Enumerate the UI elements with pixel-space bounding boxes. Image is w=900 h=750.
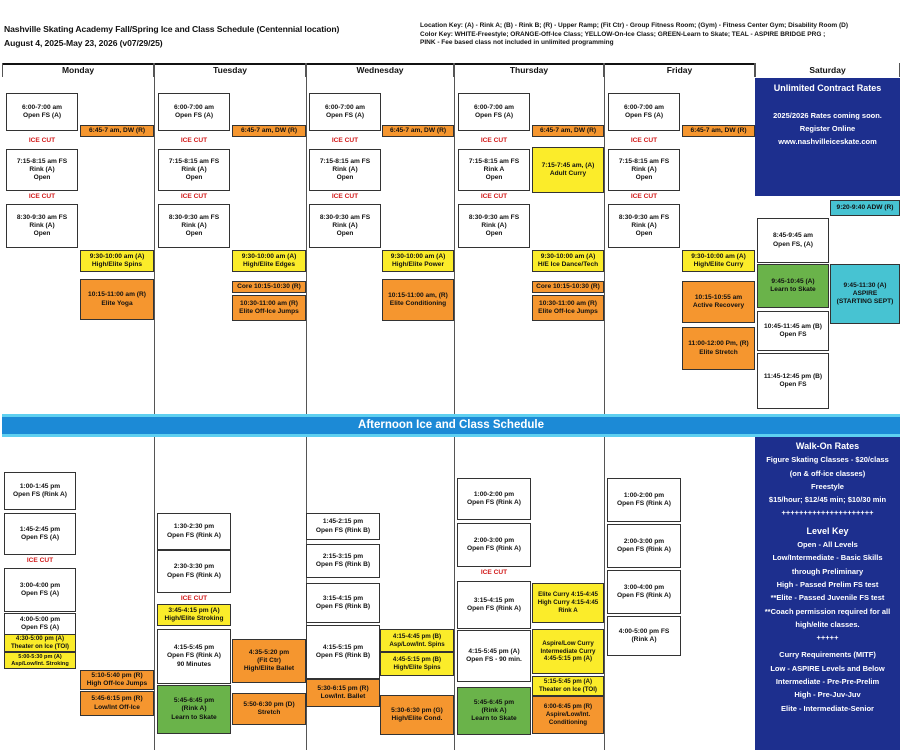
dance-warmup-class-line: 6:45-7 am, DW (R) <box>539 126 597 134</box>
off-ice-class-line: 10:15-11:00 am (R) <box>88 291 146 299</box>
open-fs-session-line: Open FS (Rink A) <box>617 500 671 507</box>
open-fs-session-line: Open FS (Rink A) <box>467 605 521 612</box>
learn-to-skate-class <box>457 687 531 735</box>
off-ice-class-line: 6:00-6:45 pm (R) <box>543 703 593 711</box>
on-ice-class <box>532 147 604 193</box>
open-fs-session <box>306 513 380 540</box>
off-ice-class-line: 5:30-6:30 pm (G) <box>391 706 443 714</box>
open-fs-session <box>757 218 829 263</box>
on-ice-class <box>4 634 76 652</box>
off-ice-class-line: Elite Conditioning <box>389 300 447 307</box>
open-fs-session-line: Rink (A) <box>631 165 657 173</box>
learn-to-skate-class-line: 9:45-10:45 (A) <box>771 277 815 285</box>
open-fs-session <box>6 204 78 248</box>
open-fs-session-line: 2:30-3:30 pm <box>173 563 215 571</box>
open-fs-session <box>608 149 680 191</box>
off-ice-class-line: Elite Stretch <box>699 348 738 356</box>
open-fs-session-line: 6:00-7:00 am <box>474 103 514 111</box>
off-ice-class-line: Stretch <box>257 709 281 716</box>
on-ice-class-line: Aspire/Low Curry <box>542 639 594 647</box>
off-ice-class-line: 10:30-11:00 am (R) <box>240 299 298 307</box>
open-fs-session-line: 6:00-7:00 am <box>624 103 664 111</box>
open-fs-session-line: 7:15-8:15 am FS <box>16 157 68 165</box>
on-ice-class-line: 9:30-10:00 am (A) <box>89 252 145 260</box>
open-fs-session-line: 1:00-1:45 pm <box>19 482 61 490</box>
level-line: +++++ <box>816 633 839 643</box>
open-fs-session-line: Rink (A) <box>29 165 55 173</box>
on-ice-class-line: Rink A <box>558 606 578 614</box>
open-fs-session-line: 4:00-5:00 pm FS <box>618 627 670 635</box>
open-fs-session-line: 2:15-3:15 pm <box>322 552 364 560</box>
ice-cut-label: ICE CUT <box>26 557 54 565</box>
day-header-wednesday: Wednesday <box>306 63 454 77</box>
learn-to-skate-class-line: (Rink A) <box>181 705 207 713</box>
afternoon-banner: Afternoon Ice and Class Schedule <box>2 414 900 437</box>
day-header-saturday: Saturday <box>755 63 900 77</box>
ice-cut-label: ICE CUT <box>480 569 508 577</box>
on-ice-class-line: Theater on Ice (TOI) <box>11 643 69 650</box>
ice-cut-label: ICE CUT <box>331 137 359 145</box>
open-fs-session-line: Open <box>185 174 203 182</box>
ice-cut-label: ICE CUT <box>480 137 508 145</box>
on-ice-class-line: Elite Curry 4:15-4:45 <box>538 591 598 599</box>
learn-to-skate-class <box>757 264 829 308</box>
dance-warmup-class-line: 6:45-7 am, DW (R) <box>240 126 298 134</box>
open-fs-session-line: 1:45-2:15 pm <box>322 518 364 526</box>
open-fs-session-line: Open <box>33 174 51 182</box>
ice-cut-label: ICE CUT <box>28 193 56 201</box>
open-fs-session-line: Open FS (Rink A) <box>167 652 221 660</box>
open-fs-session-line: Rink (A) <box>181 221 207 229</box>
open-fs-session-line: Open FS (Rink A) <box>13 491 67 498</box>
open-fs-session-line: 1:00-2:00 pm <box>473 490 515 498</box>
on-ice-class-line: High/Elite Power <box>391 261 445 268</box>
open-fs-session <box>157 629 231 684</box>
open-fs-session-line: Open FS (A) <box>20 534 60 541</box>
open-fs-session <box>457 523 531 567</box>
level-line: **Elite - Passed Juvenile FS test <box>770 593 885 603</box>
open-fs-session-line: 90 Minutes <box>176 660 212 668</box>
open-fs-session <box>457 581 531 629</box>
open-fs-session <box>607 524 681 568</box>
open-fs-session-line: 2:00-3:00 pm <box>473 536 515 544</box>
off-ice-class-line: 4:35-5:20 pm <box>248 648 290 656</box>
on-ice-class <box>4 652 76 669</box>
off-ice-class-line: 5:30-6:15 pm (R) <box>317 684 369 692</box>
learn-to-skate-class-line: Learn to Skate <box>770 286 816 293</box>
open-fs-session <box>757 353 829 409</box>
off-ice-class-line: 9:20-9:40 ADW (R) <box>836 203 894 211</box>
curry-line: Elite - Intermediate-Senior <box>781 703 874 713</box>
open-fs-session <box>158 149 230 191</box>
curry-line: Low - ASPIRE Levels and Below <box>770 663 885 673</box>
open-fs-session-line: 8:30-9:30 am FS <box>16 213 68 221</box>
ice-cut-label: ICE CUT <box>180 137 208 145</box>
ice-cut-label: ICE CUT <box>331 193 359 201</box>
learn-to-skate-class-line: Learn to Skate <box>171 713 217 721</box>
dance-warmup-class-line: 6:45-7 am, DW (R) <box>389 126 447 134</box>
on-ice-class-line: 9:30-10:00 am (A) <box>540 252 596 260</box>
on-ice-class <box>532 629 604 674</box>
open-fs-session-line: (Rink A) <box>631 636 657 643</box>
on-ice-class <box>157 604 231 626</box>
off-ice-class-line: 10:15-11:00 am, (R) <box>388 291 448 299</box>
rates-line: Register Online <box>799 124 856 133</box>
off-ice-class-line: 5:10-5:40 pm (R) <box>91 671 143 679</box>
open-fs-session-line: 8:30-9:30 am FS <box>168 213 220 221</box>
level-line: high/elite classes. <box>795 619 860 629</box>
open-fs-session-line: Open FS (Rink B) <box>315 652 371 659</box>
off-ice-class-line: High/Elite Ballet <box>243 665 295 673</box>
open-fs-session <box>309 93 381 131</box>
open-fs-session-line: Open FS <box>779 381 807 388</box>
open-fs-session-line: Open FS (Rink A) <box>467 545 521 552</box>
ice-cut-label: ICE CUT <box>630 193 658 201</box>
open-fs-session-line: Open FS (A) <box>624 112 664 119</box>
learn-to-skate-class-line: (Rink A) <box>481 706 507 714</box>
open-fs-session-line: Rink (A) <box>29 221 55 229</box>
off-ice-class-line: Low/Int. Ballet <box>320 693 366 700</box>
on-ice-class-line: High/Elite Stroking <box>164 615 224 622</box>
open-fs-session-line: Open FS (Rink B) <box>315 561 371 568</box>
off-ice-class-line: Aspire/Low/Int. <box>545 711 591 719</box>
schedule-title: Nashville Skating Academy Fall/Spring Ice and Class Schedule (Centennial location) August 4, 2025-May 23, 2026 (v07/29/25) <box>4 24 340 48</box>
ice-cut-label: ICE CUT <box>630 137 658 145</box>
off-ice-class-line: Core 10:15-10:30 (R) <box>237 282 301 290</box>
open-fs-session <box>309 204 381 248</box>
unlimited-rates-title: Unlimited Contract Rates <box>773 83 882 93</box>
open-fs-session-line: 6:00-7:00 am <box>174 103 214 111</box>
open-fs-session-line: 8:30-9:30 am FS <box>468 213 520 221</box>
on-ice-class-line: 4:30-5:00 pm (A) <box>15 635 65 643</box>
walk-line: Figure Skating Classes - $20/class <box>766 455 889 465</box>
learn-to-skate-class-line: Learn to Skate <box>471 715 517 723</box>
on-ice-class-line: 7:15-7:45 am, (A) <box>541 161 595 169</box>
off-ice-class-line: High/Elite Cond. <box>391 715 443 722</box>
off-ice-class-line: Elite Off-Ice Jumps <box>538 308 598 315</box>
open-fs-session-line: 1:00-2:00 pm <box>623 491 665 499</box>
open-fs-session <box>306 625 380 679</box>
open-fs-session-line: Open FS, (A) <box>773 240 813 248</box>
on-ice-class-line: H/E Ice Dance/Tech <box>537 261 599 268</box>
off-ice-class-line: Conditioning <box>548 718 588 726</box>
open-fs-session-line: 3:00-4:00 pm <box>19 581 61 589</box>
open-fs-session <box>309 149 381 191</box>
on-ice-class-line: Asp/Low/Int. Spins <box>389 640 445 648</box>
off-ice-class-line: High Off-Ice Jumps <box>86 680 148 687</box>
open-fs-session-line: Open FS (Rink A) <box>617 546 671 553</box>
dance-warmup-class <box>532 125 604 137</box>
open-fs-session-line: Rink (A) <box>481 221 507 229</box>
on-ice-class-line: Adult Curry <box>549 170 587 177</box>
aspire-bridge-program-line: (STARTING SEPT) <box>836 298 894 306</box>
open-fs-session <box>757 311 829 351</box>
open-fs-session-line: 4:15-5:45 pm (A) <box>468 647 520 655</box>
open-fs-session <box>306 583 380 623</box>
rates-line: www.nashvilleiceskate.com <box>778 137 877 146</box>
off-ice-class-line: Active Recovery <box>692 302 745 309</box>
open-fs-session <box>607 616 681 656</box>
open-fs-session <box>607 570 681 614</box>
level-line: through Preliminary <box>791 566 864 576</box>
aspire-bridge-program-line: ASPIRE <box>852 289 878 297</box>
on-ice-class-line: High Curry 4:15-4:45 <box>537 599 599 607</box>
off-ice-class-line: 11:00-12:00 Pm, (R) <box>688 340 749 348</box>
open-fs-session <box>6 93 78 131</box>
open-fs-session-line: Open <box>635 230 653 238</box>
off-ice-class-line: 10:15-10:55 am <box>694 293 743 301</box>
level-line: Open - All Levels <box>797 540 858 550</box>
open-fs-session <box>607 478 681 522</box>
schedule-grid <box>2 63 900 750</box>
open-fs-session-line: 6:00-7:00 am <box>22 103 62 111</box>
open-fs-session <box>4 568 76 612</box>
on-ice-class <box>380 629 454 652</box>
open-fs-session-line: Open FS (A) <box>174 112 214 119</box>
open-fs-session <box>458 149 530 191</box>
open-fs-session-line: Open FS <box>779 331 807 338</box>
open-fs-session-line: Rink (A) <box>332 165 358 173</box>
dance-warmup-class <box>80 125 154 137</box>
open-fs-session-line: Open FS (A) <box>20 624 60 631</box>
off-ice-class <box>232 295 306 321</box>
on-ice-class-line: High/Elite Curry <box>693 261 744 268</box>
off-ice-class-line: Low/Int Off-Ice <box>94 703 140 711</box>
open-fs-session <box>157 513 231 550</box>
off-ice-class-line: Elite Yoga <box>101 299 133 307</box>
on-ice-class <box>532 676 604 696</box>
dance-warmup-class <box>682 125 755 137</box>
open-fs-session <box>4 513 76 555</box>
level-line: High - Passed Prelim FS test <box>776 579 879 589</box>
open-fs-session-line: Open FS (Rink B) <box>315 526 371 534</box>
open-fs-session-line: 10:45-11:45 am (B) <box>764 322 822 330</box>
day-header-thursday: Thursday <box>454 63 604 77</box>
open-fs-session <box>608 204 680 248</box>
on-ice-class <box>532 583 604 623</box>
open-fs-session <box>157 550 231 593</box>
off-ice-class-line: Elite Off-Ice Jumps <box>239 308 299 315</box>
open-fs-session-line: 7:15-8:15 am FS <box>618 157 670 165</box>
on-ice-class-line: 4:45-5:15 pm (A) <box>543 655 593 663</box>
open-fs-session-line: 4:15-5:15 pm <box>322 643 364 651</box>
off-ice-class-line: 10:30-11:00 am (R) <box>539 299 597 307</box>
open-fs-session <box>6 149 78 191</box>
open-fs-session-line: Open FS (Rink A) <box>167 571 221 579</box>
level-key-title: Level Key <box>806 525 849 536</box>
open-fs-session-line: Open FS (A) <box>325 112 365 119</box>
open-fs-session-line: 7:15-8:15 am FS <box>168 157 220 165</box>
curry-line: High - Pre-Juv-Juv <box>794 690 861 700</box>
open-fs-session-line: Open <box>336 174 354 182</box>
off-ice-class <box>380 695 454 735</box>
open-fs-session-line: 3:15-4:15 pm <box>322 594 364 602</box>
day-header-tuesday: Tuesday <box>154 63 306 77</box>
on-ice-class <box>382 250 454 272</box>
open-fs-session-line: Open <box>33 230 51 238</box>
on-ice-class-line: Intermediate Curry <box>540 647 596 655</box>
open-fs-session-line: Open FS (A) <box>22 112 62 119</box>
open-fs-session-line: Open FS - 90 min. <box>466 656 522 663</box>
unlimited-rates-panel <box>755 78 900 196</box>
open-fs-session-line: Open <box>635 174 653 182</box>
off-ice-class <box>306 679 380 707</box>
on-ice-class-line: 9:30-10:00 am (A) <box>241 252 297 260</box>
walk-line: (on & off-ice classes) <box>789 468 866 478</box>
open-fs-session-line: Rink (A) <box>181 165 207 173</box>
off-ice-class <box>80 691 154 716</box>
open-fs-session-line: 7:15-8:15 am FS <box>468 157 520 165</box>
open-fs-session <box>158 93 230 131</box>
walk-on-rates-panel <box>755 437 900 750</box>
dance-warmup-class-line: 6:45-7 am, DW (R) <box>690 126 747 134</box>
level-line: Low/Intermediate - Basic Skills <box>772 553 883 563</box>
learn-to-skate-class-line: 5:45-6:45 pm <box>173 697 215 705</box>
open-fs-session-line: 11:45-12:45 pm (B) <box>763 372 823 380</box>
on-ice-class <box>80 250 154 272</box>
open-fs-session-line: 7:15-8:15 am FS <box>319 157 371 165</box>
open-fs-session <box>458 204 530 248</box>
day-header-monday: Monday <box>2 63 154 77</box>
walk-line: $15/hour; $12/45 min; $10/30 min <box>768 495 887 505</box>
walk-line: Freestyle <box>811 481 844 491</box>
on-ice-class-line: 9:30-10:00 am (A) <box>390 252 446 260</box>
open-fs-session-line: Open <box>185 230 203 238</box>
aspire-bridge-program <box>830 264 900 324</box>
open-fs-session-line: Open <box>336 230 354 238</box>
on-ice-class-line: High/Elite Spins <box>91 261 143 268</box>
open-fs-session-line: 2:00-3:00 pm <box>623 537 665 545</box>
open-fs-session-line: Open FS (Rink A) <box>167 531 221 539</box>
off-ice-class <box>532 295 604 321</box>
ice-cut-label: ICE CUT <box>28 137 56 145</box>
aspire-bridge-program-line: 9:45-11:30 (A) <box>843 281 887 289</box>
on-ice-class-line: Theater on Ice (TOI) <box>539 686 597 693</box>
off-ice-class-line: 5:50-6:30 pm (D) <box>243 700 295 708</box>
off-ice-class <box>532 696 604 734</box>
open-fs-session <box>158 204 230 248</box>
on-ice-class-line: 3:45-4:15 pm (A) <box>168 606 220 614</box>
open-fs-session-line: Open FS (Rink B) <box>315 603 371 610</box>
open-fs-session-line: Open <box>485 230 503 238</box>
open-fs-session-line: Rink (A) <box>332 221 358 229</box>
on-ice-class-line: 4:45-5:15 pm (B) <box>392 656 442 664</box>
open-fs-session-line: 3:15-4:15 pm <box>473 596 515 604</box>
on-ice-class-line: 5:15-5:45 pm (A) <box>543 678 593 686</box>
on-ice-class <box>232 250 306 272</box>
off-ice-class <box>682 327 755 370</box>
off-ice-class <box>382 279 454 321</box>
open-fs-session-line: 8:45-9:45 am <box>773 232 813 240</box>
ice-cut-label: ICE CUT <box>180 595 208 603</box>
dance-warmup-class <box>232 125 306 137</box>
open-fs-session <box>4 613 76 635</box>
off-ice-class <box>80 670 154 690</box>
on-ice-class-line: High/Elite Spins <box>393 664 441 671</box>
off-ice-class-line: (Fit Ctr) <box>257 656 281 664</box>
on-ice-class-line: 5:00-5:30 pm (A) <box>18 653 62 660</box>
off-ice-class <box>232 693 306 725</box>
curry-title: Curry Requirements (MITF) <box>779 650 876 660</box>
open-fs-session-line: Open FS (A) <box>474 112 514 119</box>
open-fs-session-line: 4:15-5:45 pm <box>173 644 215 652</box>
open-fs-session-line: Open FS (Rink A) <box>467 499 521 506</box>
day-header-friday: Friday <box>604 63 755 77</box>
on-ice-class-line: Asp/Low/Int. Stroking <box>11 660 69 667</box>
ice-cut-label: ICE CUT <box>180 193 208 201</box>
off-ice-class-line: Core 10:15-10:30 (R) <box>536 282 600 290</box>
on-ice-class <box>532 250 604 272</box>
on-ice-class <box>682 250 755 272</box>
off-ice-class-line: 5:45-6:15 pm (R) <box>91 695 143 703</box>
open-fs-session-line: Open FS (Rink A) <box>617 592 671 599</box>
open-fs-session-line: Rink (A) <box>631 221 657 229</box>
off-ice-class <box>830 200 900 216</box>
open-fs-session-line: Open <box>485 174 503 182</box>
dance-warmup-class-line: 6:45-7 am, DW (R) <box>88 126 146 134</box>
open-fs-session <box>608 93 680 131</box>
open-fs-session <box>457 478 531 520</box>
off-ice-class <box>232 281 306 293</box>
walk-line: +++++++++++++++++++++ <box>781 508 874 518</box>
open-fs-session-line: 8:30-9:30 am FS <box>618 213 670 221</box>
open-fs-session-line: Rink A <box>483 165 505 173</box>
off-ice-class <box>682 281 755 323</box>
open-fs-session-line: 1:30-2:30 pm <box>173 523 215 531</box>
curry-line: Intermediate - Pre-Pre-Prelim <box>775 677 880 687</box>
off-ice-class <box>80 279 154 320</box>
rates-line: 2025/2026 Rates coming soon. <box>773 111 882 120</box>
open-fs-session-line: 1:45-2:45 pm <box>19 525 61 533</box>
open-fs-session-line: 6:00-7:00 am <box>325 103 365 111</box>
open-fs-session <box>458 93 530 131</box>
open-fs-session-line: 4:00-5:00 pm <box>19 615 61 623</box>
walk-on-rates-title: Walk-On Rates <box>795 441 860 451</box>
level-line: **Coach permission required for all <box>764 606 891 616</box>
on-ice-class-line: 4:15-4:45 pm (B) <box>392 632 442 640</box>
open-fs-session <box>457 630 531 682</box>
open-fs-session-line: 3:00-4:00 pm <box>623 583 665 591</box>
ice-cut-label: ICE CUT <box>480 193 508 201</box>
learn-to-skate-class-line: 5:45-6:45 pm <box>473 698 515 706</box>
off-ice-class <box>532 281 604 293</box>
on-ice-class-line: High/Elite Edges <box>242 261 296 268</box>
open-fs-session <box>4 472 76 510</box>
open-fs-session-line: Open FS (A) <box>20 590 60 597</box>
on-ice-class-line: 9:30-10:00 am (A) <box>691 252 746 260</box>
location-color-key: Location Key: (A) - Rink A; (B) - Rink B; (R) - Upper Ramp; (Fit Ctr) - Group Fitness Room; (Gym) - Fitness Center Gym; Disability Room (D) Color Key: WHITE-Freestyle; ORANGE-Off-Ice Class; YELLOW-On-Ice Class; GREEN-Learn to Skate; TEAL - ASPIRE BRIDGE PRG ; PINK - Fee based class not included in unlimited programming <box>420 22 849 46</box>
open-fs-session <box>306 544 380 578</box>
open-fs-session-line: 8:30-9:30 am FS <box>319 213 371 221</box>
on-ice-class <box>380 652 454 676</box>
learn-to-skate-class <box>157 685 231 734</box>
off-ice-class <box>232 639 306 683</box>
dance-warmup-class <box>382 125 454 137</box>
